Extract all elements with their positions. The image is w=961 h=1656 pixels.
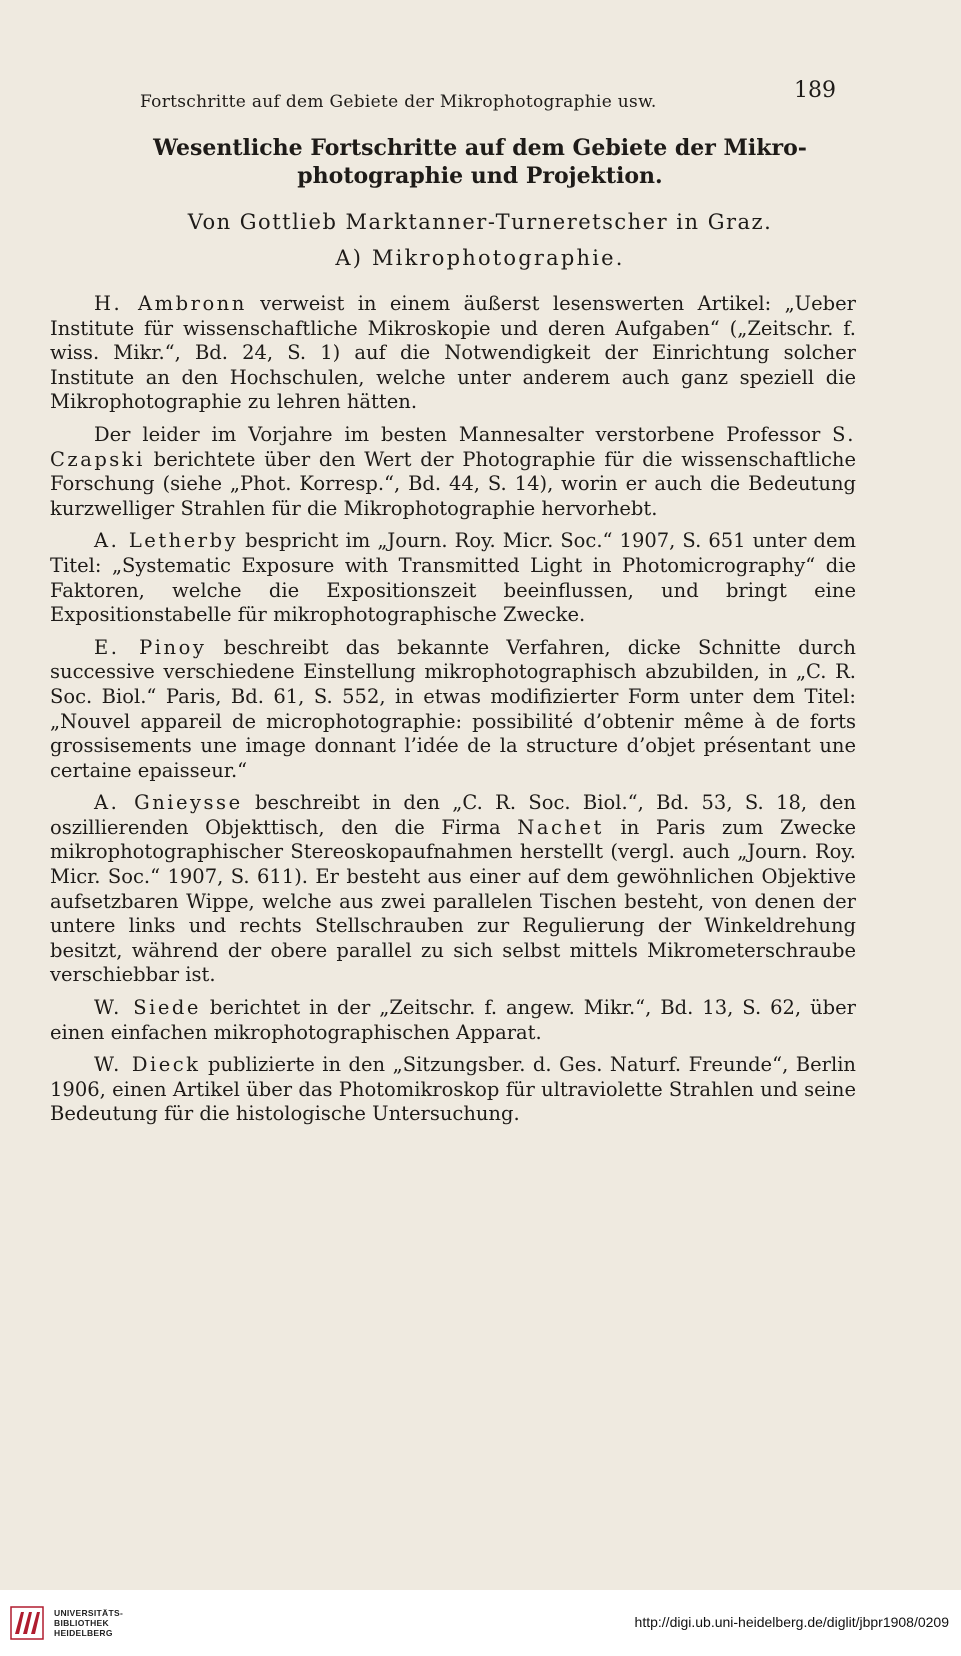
section-heading: A) Mikrophotographie.	[335, 246, 625, 270]
person-name: H. Ambronn	[94, 292, 247, 315]
person-name: A. Gnieysse	[94, 791, 243, 815]
person-name: S. Czapski	[50, 422, 856, 471]
logo-line: HEIDELBERG	[54, 1628, 113, 1638]
paragraph-text: bespricht im „Journ. Roy. Micr. Soc.“ 1907, S. 651 unter dem Titel: „Systematic Exposure with Transmitted Light in Photomicrography“ die Faktoren, welche die Expositionszeit beeinflussen, und bringt eine Expositionstabelle für mikrophotographische Zwecke.	[50, 529, 856, 627]
paragraph-text: publizierte in den „Sitzungsber. d. Ges. Naturf. Freunde“, Berlin 1906, einen Artikel über das Photomikroskop für ultraviolette Strahlen und seine Bedeutung für die histologische Untersuchung.	[50, 1053, 856, 1126]
person-name: W. Siede	[94, 996, 201, 1020]
paragraph-text: verweist in einem äußerst lesenswerten Artikel: „Ueber Institute für wissenschaftliche Mikroskopie und deren Aufgaben“ („Zeitschr. f. wiss. Mikr.“, Bd. 24, S. 1) auf die Notwendigkeit der Einrichtung solcher Institute an den Hochschulen, welche unter anderem auch ganz speziell die Mikrophotographie zu lehren hätten.	[50, 292, 856, 414]
source-url[interactable]: http://digi.ub.uni-heidelberg.de/diglit/jbpr1908/0209	[634, 1614, 949, 1630]
person-name: W. Dieck	[94, 1053, 201, 1077]
logo-line: UNIVERSITÄTS-	[54, 1608, 124, 1618]
paragraph-pinoy	[50, 636, 856, 784]
article-title-line-1: Wesentliche Fortschritte auf dem Gebiete der Mikro-	[153, 135, 807, 161]
paragraph-siede	[50, 996, 856, 1045]
page-number: 189	[794, 78, 836, 103]
paragraph-text: berichtete über den Wert der Photographie für die wissenschaftliche Forschung (siehe „Phot. Korresp.“, Bd. 44, S. 14), worin er auch die Bedeutung kurzwelliger Strahlen für die Mikrophotographie hervorhebt.	[50, 447, 856, 520]
paragraph-text: in Paris zum Zwecke mikrophotographischer Stereoskopaufnahmen herstellt (vergl. auch „Journ. Roy. Micr. Soc.“ 1907, S. 611). Er besteht aus einer auf dem gewöhnlichen Objektive aufsetzbaren Wippe, welche aus zwei parallelen Tischen besteht, von denen der untere links und rechts Stellschrauben zur Regulierung der Winkeldrehung besitzt, während der obere parallel zu sich selbst mittels Mikrometerschraube verschiebbar ist.	[50, 815, 857, 987]
article-title-line-2: photographie und Projektion.	[297, 163, 663, 189]
footer-bar	[0, 1590, 961, 1656]
paragraph-text: Der leider im Vorjahre im besten Mannesalter verstorbene Professor	[94, 422, 833, 446]
university-library-logo-icon	[10, 1606, 44, 1640]
author-line: Von Gottlieb Marktanner-Turneretscher in Graz.	[187, 210, 773, 234]
person-name: A. Letherby	[94, 529, 239, 553]
paragraph-ambronn	[50, 292, 856, 415]
company-name: Nachet	[517, 815, 604, 839]
logo-line: BIBLIOTHEK	[54, 1618, 109, 1628]
paragraph-text: berichtet in der „Zeitschr. f. angew. Mikr.“, Bd. 13, S. 62, über einen einfachen mikrophotographischen Apparat.	[50, 996, 856, 1044]
paragraph-dieck	[50, 1053, 856, 1127]
paragraph-letherby	[50, 529, 856, 627]
paragraph-text: beschreibt das bekannte Verfahren, dicke Schnitte durch successive verschiedene Einstellung mikrophotographisch abzubilden, in „C. R. Soc. Biol.“ Paris, Bd. 61, S. 552, in etwas modifizierter Form unter dem Titel: „Nouvel appareil de microphotographie: possibilité d’obtenir même à de forts grossisements une image donnant l’idée de la structure d’objet présentant une certaine epaisseur.“	[50, 635, 856, 782]
body-text	[50, 292, 856, 1135]
article-title	[70, 134, 890, 190]
paragraph-text: beschreibt in den „C. R. Soc. Biol.“, Bd. 53, S. 18, den oszillierenden Objekttisch, den die Firma	[50, 791, 856, 839]
library-logo-text	[54, 1608, 123, 1638]
paragraph-czapski	[50, 423, 856, 521]
paragraph-gnieysse	[50, 791, 856, 988]
running-head: Fortschritte auf dem Gebiete der Mikrophotographie usw.	[140, 92, 657, 112]
person-name: E. Pinoy	[94, 635, 207, 659]
